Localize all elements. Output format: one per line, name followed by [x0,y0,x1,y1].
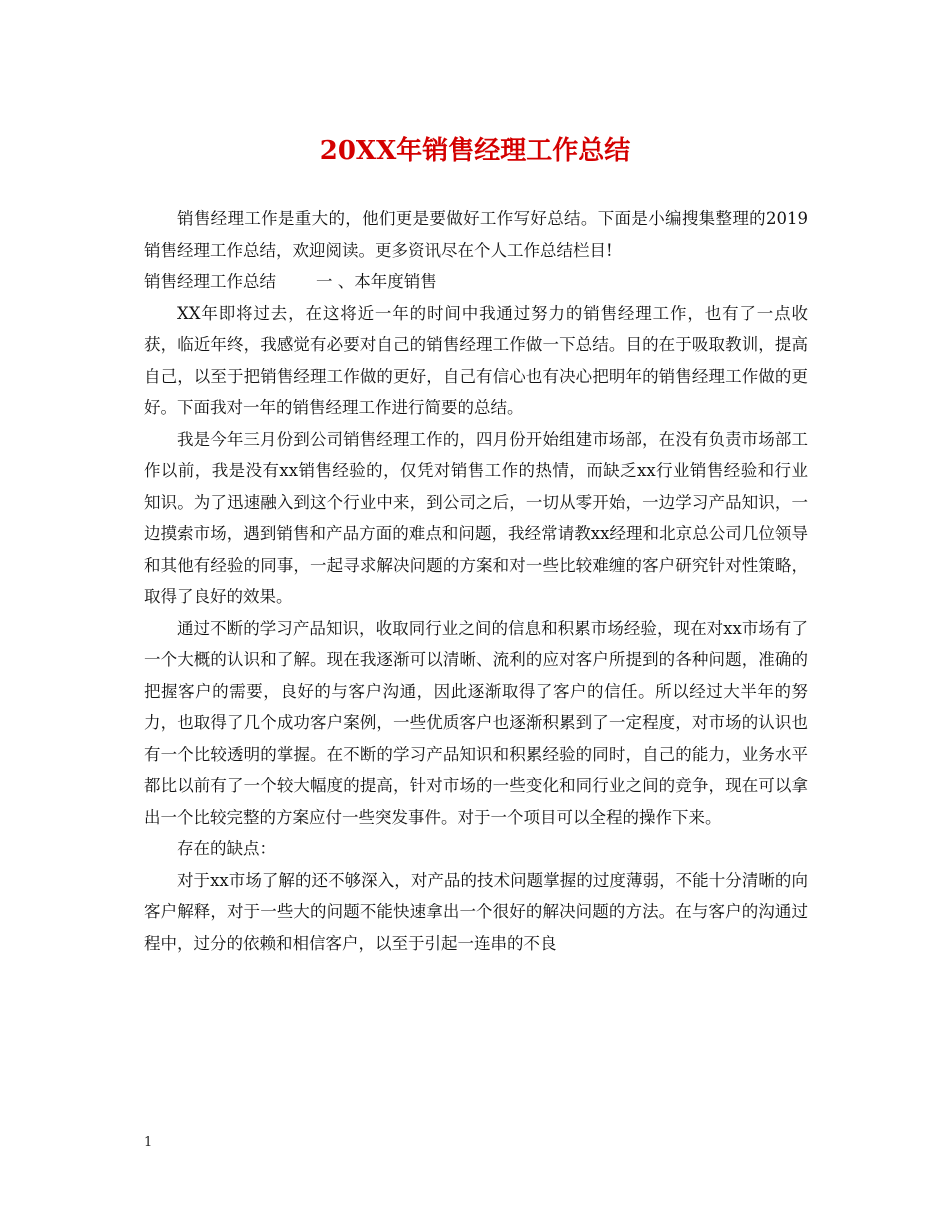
section-heading [144,266,808,298]
section-heading-left: 销售经理工作总结 [144,272,276,291]
paragraph-3: 通过不断的学习产品知识，收取同行业之间的信息和积累市场经验，现在对xx市场有了一个大概的认识和了解。现在我逐渐可以清晰、流利的应对客户所提到的各种问题，准确的把握客户的需要，良好的与客户沟通，因此逐渐取得了客户的信任。所以经过大半年的努力，也取得了几个成功客户案例，一些优质客户也逐渐积累到了一定程度，对市场的认识也有一个比较透明的掌握。在不断的学习产品知识和积累经验的同时，自己的能力，业务水平都比以前有了一个较大幅度的提高，针对市场的一些变化和同行业之间的竞争，现在可以拿出一个比较完整的方案应付一些突发事件。对于一个项目可以全程的操作下来。 [144,618,808,827]
shortcomings-heading: 存在的缺点： [177,839,276,858]
paragraph-1: XX年即将过去，在这将近一年的时间中我通过努力的销售经理工作，也有了一点收获，临近年终，我感觉有必要对自己的销售经理工作做一下总结。目的在于吸取教训，提高自己，以至于把销售经理工作做的更好，自己有信心也有决心把明年的销售经理工作做的更好。下面我对一年的销售经理工作进行简要的总结。 [144,303,808,417]
section-heading-right: 一 、本年度销售 [316,272,437,291]
document-body [144,203,808,959]
paragraph-5: 对于xx市场了解的还不够深入，对产品的技术问题掌握的过度薄弱，不能十分清晰的向客户解释，对于一些大的问题不能快速拿出一个很好的解决问题的方法。在与客户的沟通过程中，过分的依赖和相信客户，以至于引起一连串的不良 [144,870,808,953]
intro-paragraph: 销售经理工作是重大的，他们更是要做好工作写好总结。下面是小编搜集整理的2019销售经理工作总结，欢迎阅读。更多资讯尽在个人工作总结栏目! [144,209,808,260]
document-title: 20XX年销售经理工作总结 [319,136,631,166]
page-number: 1 [144,1135,153,1150]
paragraph-2: 我是今年三月份到公司销售经理工作的，四月份开始组建市场部，在没有负责市场部工作以前，我是没有xx销售经验的，仅凭对销售工作的热情，而缺乏xx行业销售经验和行业知识。为了迅速融入到这个行业中来，到公司之后，一切从零开始，一边学习产品知识，一边摸索市场，遇到销售和产品方面的难点和问题，我经常请教xx经理和北京总公司几位领导和其他有经验的同事，一起寻求解决问题的方案和对一些比较难缠的客户研究针对性策略，取得了良好的效果。 [144,429,808,606]
